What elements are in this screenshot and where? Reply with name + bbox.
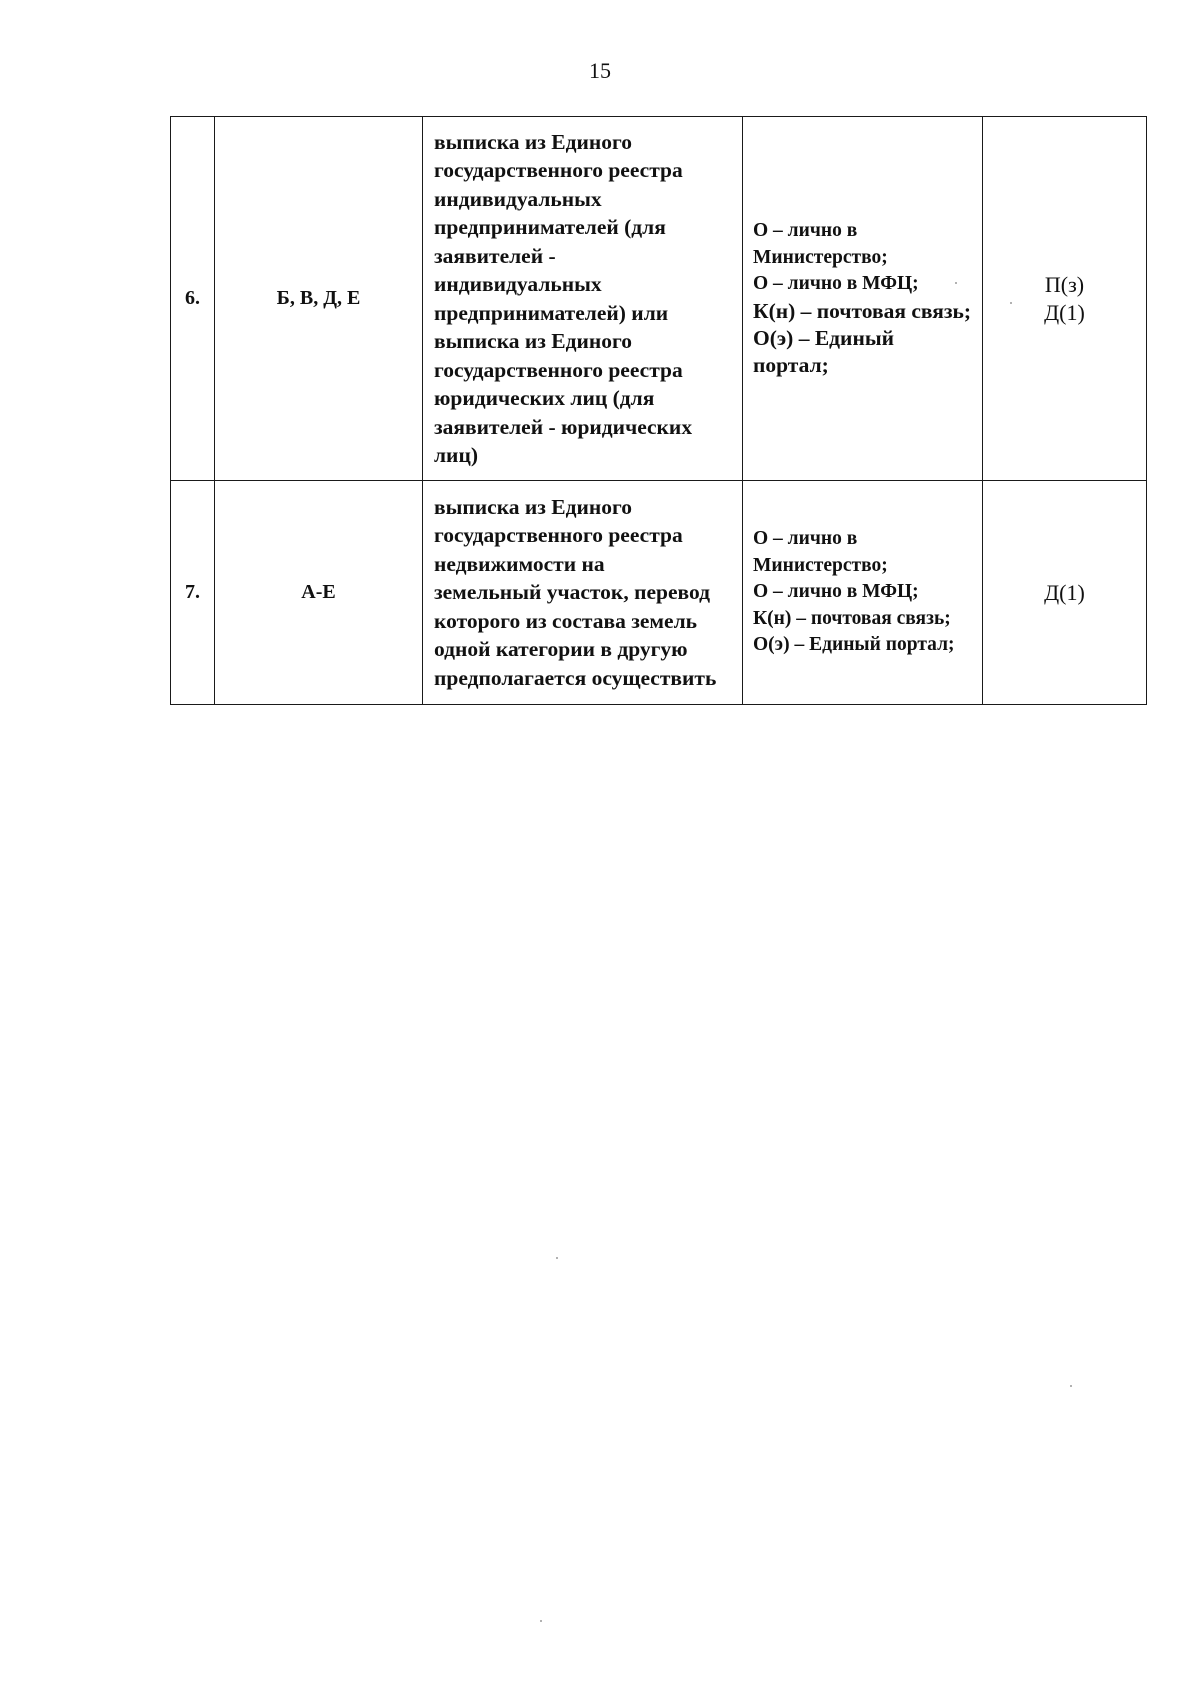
submission-line: К(н) – почтовая связь; [753, 298, 972, 323]
scan-speck [540, 1620, 542, 1622]
document-line: одной категории в другую [434, 637, 688, 662]
applicant-categories: А-Е [215, 481, 423, 705]
submission-line: Министерство; [753, 246, 888, 268]
submission-line: Министерство; [753, 554, 888, 576]
submission-line: О(э) – Единый портал; [753, 634, 955, 656]
document-name [423, 117, 743, 481]
document-line: недвижимости на [434, 551, 605, 576]
document-form [983, 481, 1147, 705]
document-line: выписка из Единого [434, 129, 633, 154]
row-number: 7. [171, 481, 215, 705]
page-number: 15 [589, 58, 611, 83]
form-code: Д(1) [1044, 579, 1085, 605]
document-line: предполагается осуществить [434, 665, 717, 690]
document-form [983, 117, 1147, 481]
document-line: выписка из Единого [434, 494, 633, 519]
document-name [423, 481, 743, 705]
document-line: земельный участок, перевод [434, 580, 710, 605]
scan-speck [1010, 302, 1012, 304]
scan-speck [556, 1257, 558, 1259]
document-line: государственного реестра [434, 158, 683, 182]
submission-line: портал; [753, 352, 829, 377]
document-line: государственного реестра [434, 523, 683, 548]
form-code: П(з) [1044, 271, 1085, 297]
applicant-categories: Б, В, Д, Е [215, 117, 423, 481]
submission-line: О – лично в МФЦ; [753, 273, 919, 295]
document-line: индивидуальных [434, 186, 602, 211]
document-line: которого из состава земель [434, 608, 698, 633]
scan-speck [1070, 1385, 1072, 1387]
submission-line: О – лично в [753, 220, 858, 242]
submission-line: О – лично в [753, 528, 858, 550]
submission-line: К(н) – почтовая связь; [753, 607, 951, 629]
document-line: государственного реестра [434, 357, 683, 382]
submission-line: О(э) – Единый [753, 325, 894, 350]
scan-speck [955, 282, 957, 284]
document-line: индивидуальных [434, 272, 602, 296]
submission-methods [743, 481, 983, 705]
submission-methods [743, 117, 983, 481]
document-line: предпринимателей (для [434, 215, 666, 239]
document-line: выписка из Единого [434, 329, 633, 353]
table-row [171, 481, 1147, 705]
submission-line: О – лично в МФЦ; [753, 581, 919, 603]
document-line: лиц) [434, 443, 478, 467]
table-row [171, 117, 1147, 481]
document-line: предпринимателей) или [434, 300, 669, 325]
document-line: юридических лиц (для [434, 386, 655, 410]
row-number: 6. [171, 117, 215, 481]
form-code: Д(1) [1044, 299, 1085, 325]
document-line: заявителей - юридических [434, 414, 693, 439]
documents-table [170, 116, 1147, 705]
document-line: заявителей - [434, 243, 556, 268]
